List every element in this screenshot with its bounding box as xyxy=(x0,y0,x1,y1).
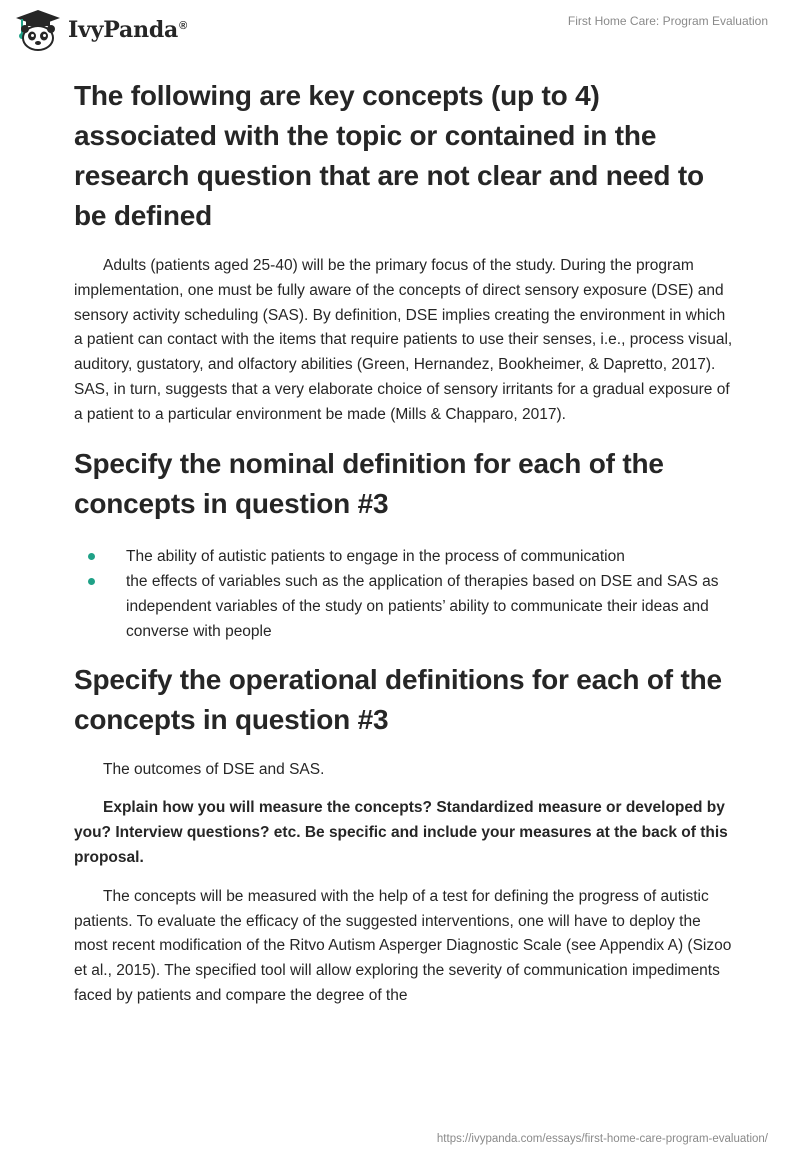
operational-definition-paragraph: The outcomes of DSE and SAS. xyxy=(103,760,325,778)
list-item: the effects of variables such as the application of therapies based on DSE and SAS as independent variables of the study on patients’ ability to communicate their ideas and converse with people xyxy=(74,569,734,644)
brand-logo[interactable] xyxy=(14,8,187,52)
panda-graduate-icon xyxy=(14,8,62,52)
source-url-link[interactable]: https://ivypanda.com/essays/first-home-care-program-evaluation/ xyxy=(436,1133,768,1145)
bullet-icon xyxy=(88,578,95,585)
list-item: The ability of autistic patients to engage in the process of communication xyxy=(74,544,734,569)
page-header xyxy=(0,0,800,60)
brand-name: IvyPanda® xyxy=(68,17,188,43)
document-title: First Home Care: Program Evaluation xyxy=(567,14,768,28)
section-heading-operational-definitions: Specify the operational definitions for each of the concepts in question #3 xyxy=(74,663,722,735)
measurement-question: Explain how you will measure the concepts? Standardized measure or developed by you? Interview questions? etc. Be specific and include your measures at the back of this proposal. xyxy=(74,799,728,866)
section-heading-key-concepts: The following are key concepts (up to 4) associated with the topic or contained in the research question that are not clear and need to be defined xyxy=(74,80,704,231)
section-heading-nominal-definition: Specify the nominal definition for each of the concepts in question #3 xyxy=(74,447,664,519)
document-body xyxy=(74,70,734,1009)
nominal-definition-list xyxy=(74,544,734,644)
key-concepts-paragraph: Adults (patients aged 25-40) will be the primary focus of the study. During the program implementation, one must be fully aware of the concepts of direct sensory exposure (DSE) and sensory activity scheduling (SAS). By definition, DSE implies creating the environment in which a patient can contact with the items that require patients to use their senses, i.e., process visual, auditory, gustatory, and olfactory abilities (Green, Hernandez, Bookheimer, & Dapretto, 2017). SAS, in turn, suggests that a very elaborate choice of sensory irritants for a gradual exposure of a patient to a particular environment be made (Mills & Chapparo, 2017). xyxy=(74,257,733,423)
bullet-icon xyxy=(88,553,95,560)
measurement-paragraph: The concepts will be measured with the help of a test for defining the progress of autistic patients. To evaluate the efficacy of the suggested interventions, one will have to deploy the most recent modification of the Ritvo Autism Asperger Diagnostic Scale (see Appendix A) (Sizoo et al., 2015). The specified tool will allow exploring the severity of communication impediments faced by patients and compare the degree of the xyxy=(74,887,732,1004)
